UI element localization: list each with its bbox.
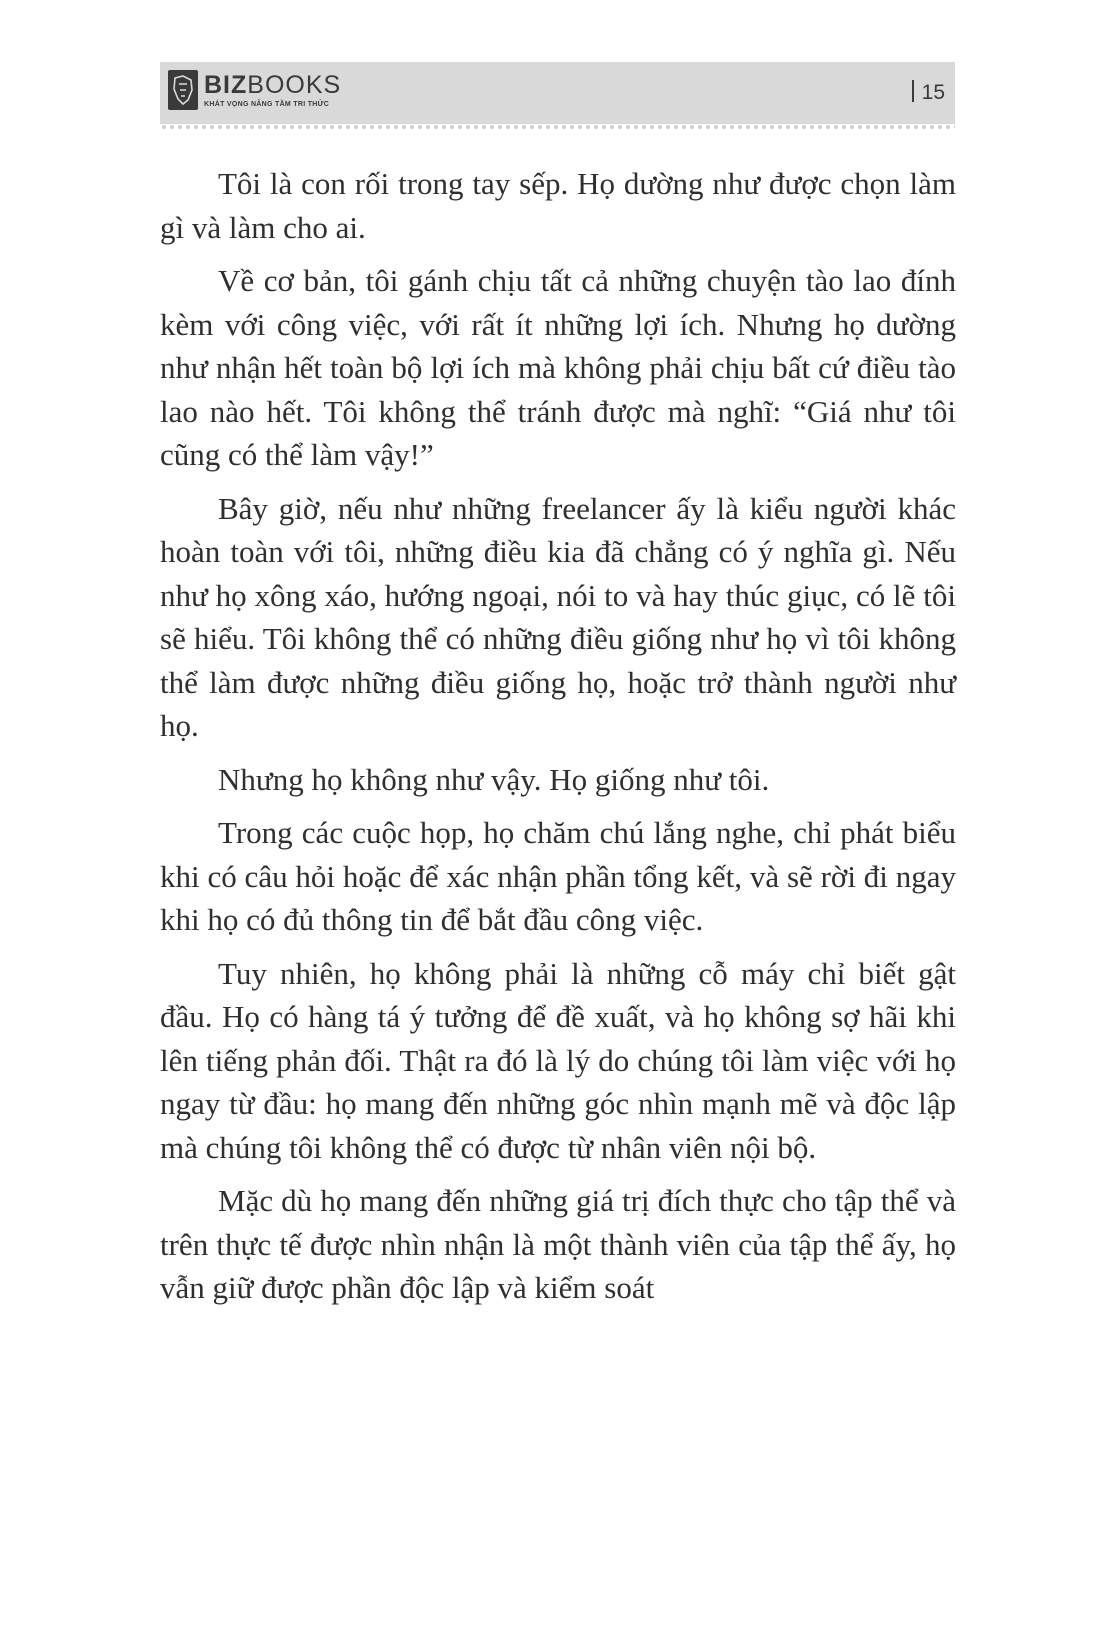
paragraph: Mặc dù họ mang đến những giá trị đích thực cho tập thể và trên thực tế được nhìn nhận là một thành viên của tập thể ấy, họ vẫn giữ được phần độc lập và kiểm soát: [160, 1183, 956, 1305]
paragraph: Nhưng họ không như vậy. Họ giống như tôi.: [218, 761, 770, 797]
brand-tagline: KHÁT VỌNG NÂNG TẦM TRI THỨC: [204, 100, 330, 108]
page-header: [160, 62, 955, 124]
lion-head-icon: [168, 70, 198, 110]
bizbooks-logo: [168, 70, 341, 110]
paragraph: Về cơ bản, tôi gánh chịu tất cả những chuyện tào lao đính kèm với công việc, với rất ít những lợi ích. Nhưng họ dường như nhận hết toàn bộ lợi ích mà không phải chịu bất cứ điều tào lao nào hết. Tôi không thể tránh được mà nghĩ: “Giá như tôi cũng có thể làm vậy!”: [160, 263, 956, 472]
paragraph: Trong các cuộc họp, họ chăm chú lắng nghe, chỉ phát biểu khi có câu hỏi hoặc để xác nhận phần tổng kết, và sẽ rời đi ngay khi họ có đủ thông tin để bắt đầu công việc.: [160, 815, 956, 937]
page-number: 15: [912, 80, 945, 105]
page-body: [160, 162, 956, 1320]
paragraph: Tôi là con rối trong tay sếp. Họ dường như được chọn làm gì và làm cho ai.: [160, 166, 956, 245]
paragraph: Bây giờ, nếu như những freelancer ấy là kiểu người khác hoàn toàn với tôi, những điều kia đã chẳng có ý nghĩa gì. Nếu như họ xông xáo, hướng ngoại, nói to và hay thúc giục, có lẽ tôi sẽ hiểu. Tôi không thể có những điều giống như họ vì tôi không thể làm được những điều giống họ, hoặc trở thành người như họ.: [160, 490, 956, 743]
brand-name: BIZBOOKS: [204, 70, 342, 99]
paragraph: Tuy nhiên, họ không phải là những cỗ máy chỉ biết gật đầu. Họ có hàng tá ý tưởng để đề xuất, và họ không sợ hãi khi lên tiếng phản đối. Thật ra đó là lý do chúng tôi làm việc với họ ngay từ đầu: họ mang đến những góc nhìn mạnh mẽ và độc lập mà chúng tôi không thể có được từ nhân viên nội bộ.: [160, 955, 956, 1165]
